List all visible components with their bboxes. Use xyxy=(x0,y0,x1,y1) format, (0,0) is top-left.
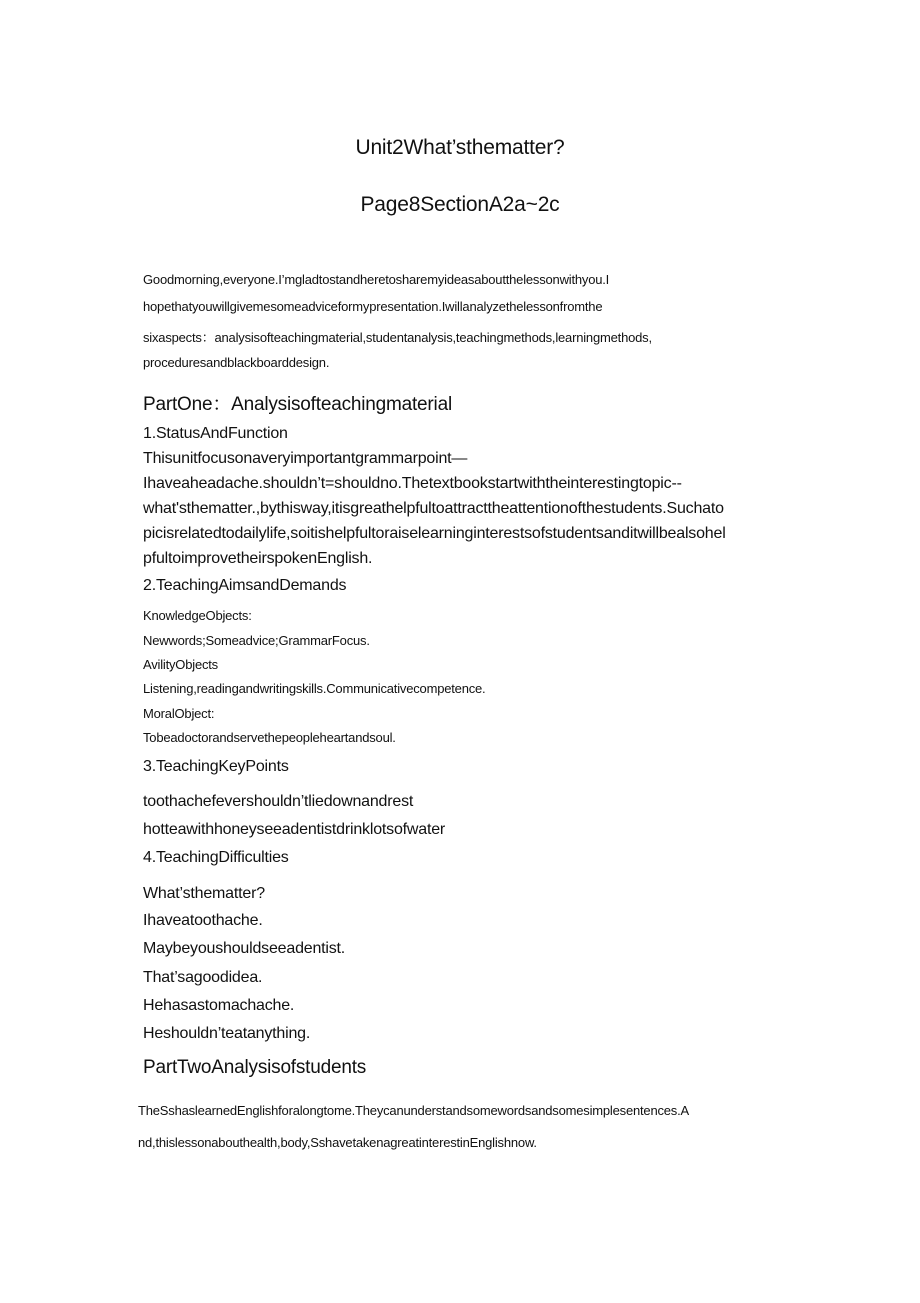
difficulties-line: That’sagoodidea. xyxy=(143,969,263,986)
status-heading: 1.StatusAndFunction xyxy=(143,425,288,442)
aims-line: Listening,readingandwritingskills.Communicativecompetence. xyxy=(143,681,486,696)
key-points-line: hotteawithhoneyseeadentistdrinklotsofwater xyxy=(143,821,446,838)
key-points-heading: 3.TeachingKeyPoints xyxy=(143,758,289,775)
aims-line: AvilityObjects xyxy=(143,657,218,672)
status-text-line: Thisunitfocusonaveryimportantgrammarpoint— xyxy=(143,450,468,467)
aims-line: Tobeadoctorandservethepeopleheartandsoul. xyxy=(143,730,396,745)
intro-line: sixaspects：analysisofteachingmaterial,studentanalysis,teachingmethods,learningmethods, xyxy=(143,330,652,345)
intro-line: Goodmorning,everyone.I’mgladtostandheretosharemyideasaboutthelessonwithyou.I xyxy=(143,272,610,287)
aims-line: KnowledgeObjects: xyxy=(143,608,252,623)
intro-line: proceduresandblackboarddesign. xyxy=(143,355,330,370)
difficulties-line: Maybeyoushouldseeadentist. xyxy=(143,940,346,957)
key-points-line: toothachefevershouldn’tliedownandrest xyxy=(143,793,414,810)
part-two-heading: PartTwoAnalysisofstudents xyxy=(143,1057,367,1078)
difficulties-heading: 4.TeachingDifficulties xyxy=(143,849,289,866)
aims-line: Newwords;Someadvice;GrammarFocus. xyxy=(143,633,370,648)
document-subtitle: Page8SectionA2a~2c xyxy=(360,193,560,216)
difficulties-line: Heshouldn’teatanything. xyxy=(143,1025,311,1042)
status-text-line: pfultoimprovetheirspokenEnglish. xyxy=(143,550,373,567)
document-title: Unit2What’sthematter? xyxy=(355,136,565,159)
aims-heading: 2.TeachingAimsandDemands xyxy=(143,577,347,594)
status-text-line: picisrelatedtodailylife,soitishelpfultoraiselearninginterestsofstudentsanditwillbealsohel xyxy=(143,525,726,542)
intro-line: hopethatyouwillgivemesomeadviceformypresentation.Iwillanalyzethelessonfromthe xyxy=(143,299,603,314)
students-text-line: nd,thislessonabouthealth,body,SshavetakenagreatinterestinEnglishnow. xyxy=(138,1135,537,1150)
students-text-line: TheSshaslearnedEnglishforalongtome.Theycanunderstandsomewordsandsomesimplesentences.A xyxy=(138,1103,689,1118)
status-text-line: Ihaveaheadache.shouldn’t=shouldno.Thetextbookstartwiththeinterestingtopic-- xyxy=(143,475,682,492)
difficulties-line: Hehasastomachache. xyxy=(143,997,295,1014)
difficulties-line: Ihaveatoothache. xyxy=(143,912,263,929)
aims-line: MoralObject: xyxy=(143,706,215,721)
part-one-heading: PartOne：Analysisofteachingmaterial xyxy=(143,394,452,415)
difficulties-line: What’sthematter? xyxy=(143,885,265,902)
status-text-line: what'sthematter.,bythisway,itisgreathelpfultoattracttheattentionofthestudents.Suchato xyxy=(143,500,724,517)
